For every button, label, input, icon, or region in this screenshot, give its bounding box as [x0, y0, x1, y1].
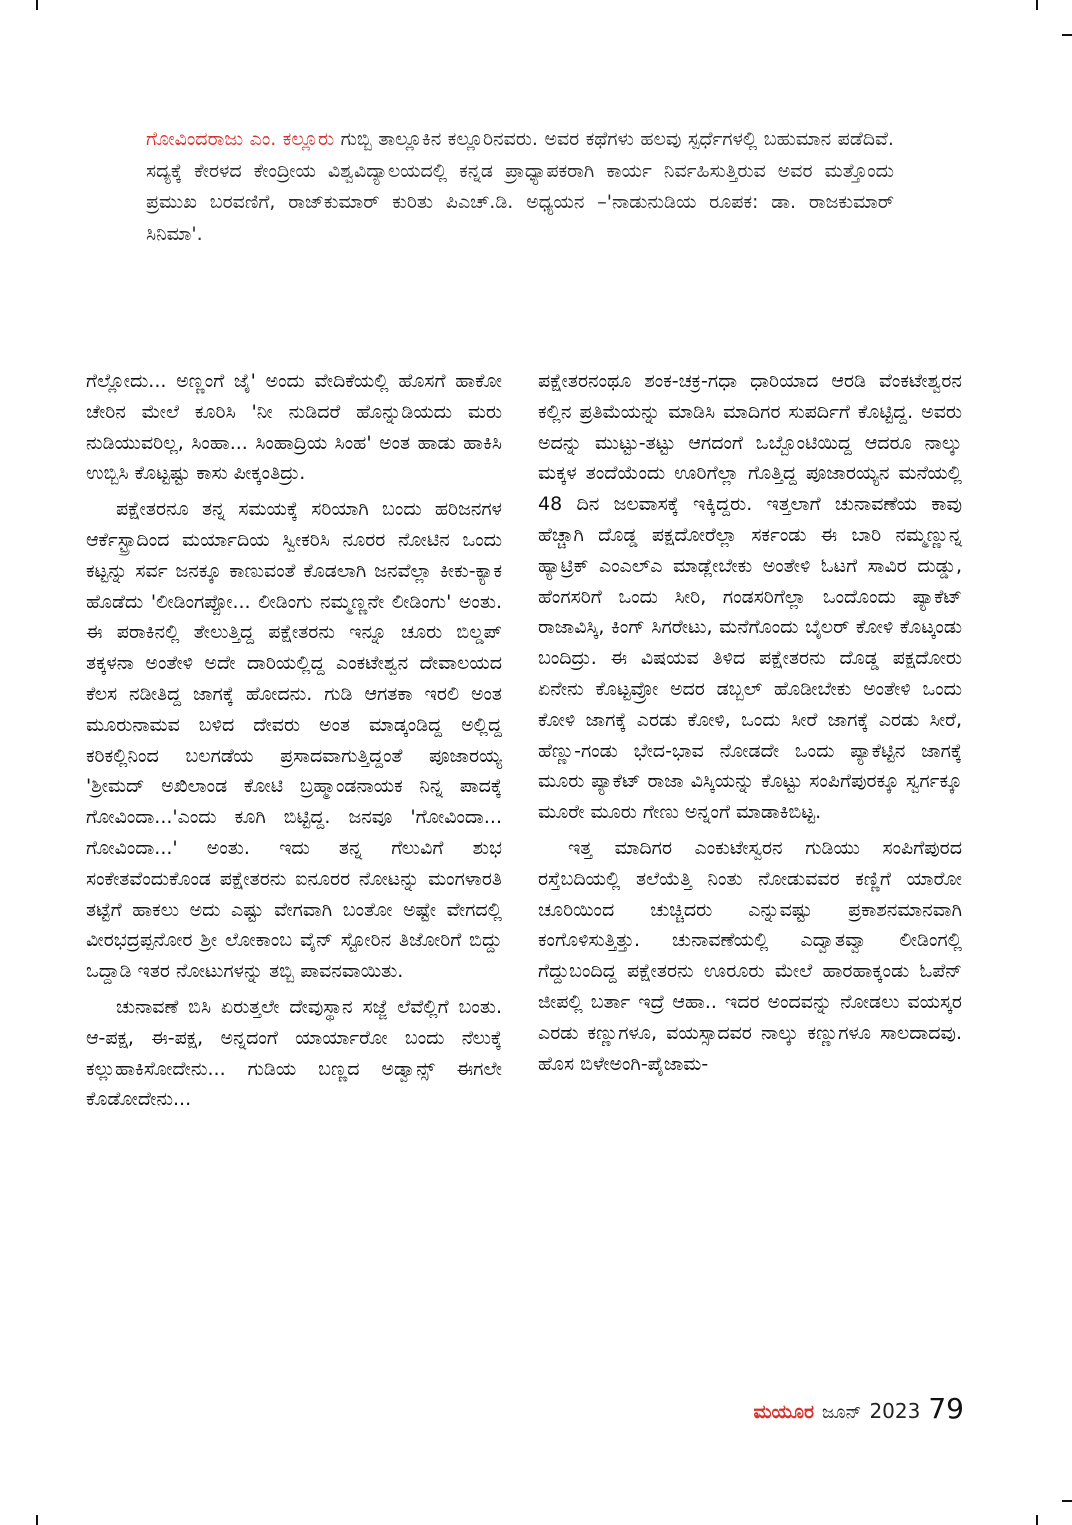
paragraph: ಪಕ್ಷೇತರನೂ ತನ್ನ ಸಮಯಕ್ಕೆ ಸರಿಯಾಗಿ ಬಂದು ಹರಿಜನಗಳ ಆರ್ಕೆಸ್ಟ್ರಾದಿಂದ ಮರ್ಯಾದಿಯ ಸ್ವೀಕರಿಸಿ ನೂರರ ನೋಟಿನ ಒಂದು ಕಟ್ಟನ್ನು ಸರ್ವ ಜನಕ್ಕೂ ಕಾಣುವಂತೆ ಕೊಡಲಾಗಿ ಜನವೆಲ್ಲಾ ಕೀಕು-ಕ್ಯಾಕ ಹೊಡೆದು 'ಲೀಡಿಂಗಪ್ಪೋ... ಲೀಡಿಂಗು ನಮ್ಮಣ್ಣನೇ ಲೀಡಿಂಗು' ಅಂತು. ಈ ಪರಾಕಿನಲ್ಲಿ ತೇಲುತ್ತಿದ್ದ ಪಕ್ಷೇತರನು ಇನ್ನೂ ಚೂರು ಬಿಲ್ಡಪ್ ತಕ್ಕಳನಾ ಅಂತೇಳಿ ಅದೇ ದಾರಿಯಲ್ಲಿದ್ದ ಎಂಕಟೇಶ್ವನ ದೇವಾಲಯದ ಕೆಲಸ ನಡೀತಿದ್ದ ಜಾಗಕ್ಕೆ ಹೋದನು. ಗುಡಿ ಆಗತಕಾ ಇರಲಿ ಅಂತ ಮೂರುನಾಮವ ಬಳಿದ ದೇವರು ಅಂತ ಮಾಡ್ಕಂಡಿದ್ದ ಅಲ್ಲಿದ್ದ ಕರಿಕಲ್ಲಿನಿಂದ ಬಲಗಡೆಯ ಪ್ರಸಾದವಾಗುತ್ತಿದ್ದಂತೆ ಪೂಜಾರಯ್ಯ 'ಶ್ರೀಮದ್ ಅಖಿಲಾಂಡ ಕೋಟಿ ಬ್ರಹ್ಮಾಂಡನಾಯಕ ನಿನ್ನ ಪಾದಕ್ಕೆ ಗೋವಿಂದಾ...'ಎಂದು ಕೂಗಿ ಬಿಟ್ಟಿದ್ದ. ಜನವೂ 'ಗೋವಿಂದಾ... ಗೋವಿಂದಾ...' ಅಂತು. ಇದು ತನ್ನ ಗೆಲುವಿಗೆ ಶುಭ ಸಂಕೇತವೆಂದುಕೊಂಡ ಪಕ್ಷೇತರನು ಐನೂರರ ನೋಟನ್ನು ಮಂಗಳಾರತಿ ತಟ್ಟೆಗೆ ಹಾಕಲು ಅದು ಎಷ್ಟು ವೇಗವಾಗಿ ಬಂತೋ ಅಷ್ಟೇ ವೇಗದಲ್ಲಿ ವೀರಭದ್ರಪ್ಪನೋರ ಶ್ರೀ ಲೋಕಾಂಬ ವೈನ್ ಸ್ಟೋರಿನ ತಿಜೋರಿಗೆ ಬಿದ್ದು ಒದ್ದಾಡಿ ಇತರ ನೋಟುಗಳನ್ನು ತಬ್ಬಿ ಪಾವನವಾಯಿತು. — [86, 498, 502, 983]
paragraph: ಗೆಲ್ಲೋದು... ಅಣ್ಣಂಗೆ ಜೈ' ಅಂದು ವೇದಿಕೆಯಲ್ಲಿ ಹೊಸಗೆ ಹಾಕೋ ಚೇರಿನ ಮೇಲೆ ಕೂರಿಸಿ 'ನೀ ನುಡಿದರೆ ಹೊನ್ನುಡಿಯದು ಮರು ನುಡಿಯುವರಿಲ್ಲ, ಸಿಂಹಾ... ಸಿಂಹಾದ್ರಿಯ ಸಿಂಹ' ಅಂತ ಹಾಡು ಹಾಕಿಸಿ ಉಬ್ಬಿಸಿ ಕೊಟ್ಟಷ್ಟು ಕಾಸು ಪೀಕ್ಕಂತಿದ್ರು. — [86, 370, 502, 485]
author-bio-text: ಗುಬ್ಬಿ ತಾಲ್ಲೂಕಿನ ಕಲ್ಲೂರಿನವರು. ಅವರ ಕಥೆಗಳು ಹಲವು ಸ್ಪರ್ಧೆಗಳಲ್ಲಿ ಬಹುಮಾನ ಪಡೆದಿವೆ. ಸದ್ಯಕ್ಕೆ ಕೇರಳದ ಕೇಂದ್ರೀಯ ವಿಶ್ವವಿದ್ಯಾಲಯದಲ್ಲಿ ಕನ್ನಡ ಪ್ರಾಧ್ಯಾಪಕರಾಗಿ ಕಾರ್ಯ ನಿರ್ವಹಿಸುತ್ತಿರುವ ಅವರ ಮತ್ತೊಂದು ಪ್ರಮುಖ ಬರವಣಿಗೆ, ರಾಜ್‌ಕುಮಾರ್ ಕುರಿತು ಪಿಎಚ್.ಡಿ. ಅಧ್ಯಯನ –'ನಾಡುನುಡಿಯ ರೂಪಕ: ಡಾ. ರಾಜಕುಮಾರ್ ಸಿನಿಮಾ'. — [146, 128, 894, 245]
crop-mark-right-upper — [1062, 34, 1072, 36]
crop-mark-top-left — [36, 0, 38, 10]
crop-mark-bottom-left — [36, 1515, 38, 1525]
article-column-left — [86, 366, 502, 1120]
page-footer — [753, 1392, 964, 1425]
author-bio — [146, 124, 894, 250]
article-column-right — [538, 366, 962, 1084]
author-name: ಗೋವಿಂದರಾಜು ಎಂ. ಕಲ್ಲೂರು — [146, 128, 335, 150]
paragraph: ಚುನಾವಣೆ ಬಿಸಿ ಏರುತ್ತಲೇ ದೇವುಸ್ಥಾನ ಸಜ್ಜೆ ಲೆವೆಲ್ಲಿಗೆ ಬಂತು. ಆ-ಪಕ್ಷ, ಈ-ಪಕ್ಷ, ಅನ್ನದಂಗೆ ಯಾರ್ಯಾರೋ ಬಂದು ನೆಲುಕ್ಕೆ ಕಲ್ಲುಹಾಕಿಸೋದೇನು... ಗುಡಿಯ ಬಣ್ಣದ ಅಡ್ವಾನ್ಸ್ ಈಗಲೇ ಕೊಡೋದೇನು... — [86, 995, 502, 1111]
crop-mark-top-right — [1036, 0, 1038, 10]
paragraph: ಪಕ್ಷೇತರನಂಥೂ ಶಂಕ-ಚಕ್ರ-ಗಧಾ ಧಾರಿಯಾದ ಆರಡಿ ವೆಂಕಟೇಶ್ವರನ ಕಲ್ಲಿನ ಪ್ರತಿಮೆಯನ್ನು ಮಾಡಿಸಿ ಮಾದಿಗರ ಸುಪರ್ದಿಗೆ ಕೊಟ್ಟಿದ್ದ. ಅವರು ಅದನ್ನು ಮುಟ್ಟು-ತಟ್ಟು ಆಗದಂಗೆ ಒಬ್ಬೊಂಟಿಯಿದ್ದ ಆದರೂ ನಾಲ್ಕು ಮಕ್ಕಳ ತಂದೆಯೆಂದು ಊರಿಗೆಲ್ಲಾ ಗೊತ್ತಿದ್ದ ಪೂಜಾರಯ್ಯನ ಮನೆಯಲ್ಲಿ 48 ದಿನ ಜಲವಾಸಕ್ಕೆ ಇಕ್ಕಿದ್ದರು. ಇತ್ತಲಾಗೆ ಚುನಾವಣೆಯ ಕಾವು ಹೆಚ್ಚಾಗಿ ದೊಡ್ಡ ಪಕ್ಷದೋರೆಲ್ಲಾ ಸರ್ಕಂಡು ಈ ಬಾರಿ ನಮ್ಮಣ್ಣುನ್ನ ಹ್ಯಾಟ್ರಿಕ್ ಎಂಎಲ್ಎ ಮಾಡ್ಲೇಬೇಕು ಅಂತೇಳಿ ಓಟಗೆ ಸಾವಿರ ದುಡ್ಡು, ಹೆಂಗಸರಿಗೆ ಒಂದು ಸೀರಿ, ಗಂಡಸರಿಗೆಲ್ಲಾ ಒಂದೊಂದು ಪ್ಯಾಕೆಟ್ ರಾಜಾವಿಸ್ಕಿ, ಕಿಂಗ್ ಸಿಗರೇಟು, ಮನೆಗೊಂದು ಬೈಲರ್ ಕೋಳಿ ಕೊಟ್ಕಂಡು ಬಂದಿದ್ರು. ಈ ವಿಷಯವ ತಿಳಿದ ಪಕ್ಷೇತರನು ದೊಡ್ಡ ಪಕ್ಷದೋರು ಏನೇನು ಕೊಟ್ಟವ್ರೋ ಅದರ ಡಬ್ಬಲ್ ಹೊಡೀಬೇಕು ಅಂತೇಳಿ ಒಂದು ಕೋಳಿ ಜಾಗಕ್ಕೆ ಎರಡು ಕೋಳಿ, ಒಂದು ಸೀರೆ ಜಾಗಕ್ಕೆ ಎರಡು ಸೀರೆ, ಹೆಣ್ಣು-ಗಂಡು ಭೇದ-ಭಾವ ನೋಡದೇ ಒಂದು ಪ್ಯಾಕೆಟ್ಟಿನ ಜಾಗಕ್ಕೆ ಮೂರು ಪ್ಯಾಕೆಟ್ ರಾಜಾ ವಿಸ್ಕಿಯನ್ನು ಕೊಟ್ಟು ಸಂಪಿಗೆಪುರಕ್ಕೂ ಸ್ವರ್ಗಕ್ಕೂ ಮೂರೇ ಮೂರು ಗೇಣು ಅನ್ನಂಗೆ ಮಾಡಾಕಿಬಿಟ್ಟ. — [538, 370, 962, 824]
issue-month: ಜೂನ್ — [822, 1402, 862, 1423]
magazine-logo: ಮಯೂರ — [753, 1401, 815, 1423]
page-number: 79 — [928, 1392, 964, 1425]
paragraph: ಇತ್ತ ಮಾದಿಗರ ಎಂಕುಟೇಸ್ವರನ ಗುಡಿಯು ಸಂಪಿಗೆಪುರದ ರಸ್ತೆಬದಿಯಲ್ಲಿ ತಲೆಯೆತ್ತಿ ನಿಂತು ನೋಡುವವರ ಕಣ್ಣಿಗೆ ಯಾರೋ ಚೂರಿಯಿಂದ ಚುಚ್ಚಿದರು ಎನ್ನುವಷ್ಟು ಪ್ರಕಾಶನಮಾನವಾಗಿ ಕಂಗೊಳಿಸುತ್ತಿತ್ತು. ಚುನಾವಣೆಯಲ್ಲಿ ಎದ್ವಾತವ್ವಾ ಲೀಡಿಂಗಲ್ಲಿ ಗೆದ್ದುಬಂದಿದ್ದ ಪಕ್ಷೇತರನು ಊರೂರು ಮೇಲೆ ಹಾರಹಾಕ್ಕಂಡು ಓಪೆನ್ ಜೀಪಲ್ಲಿ ಬರ್ತಾ ಇದ್ರೆ ಆಹಾ.. ಇದರ ಅಂದವನ್ನು ನೋಡಲು ವಯಸ್ಕರ ಎರಡು ಕಣ್ಣುಗಳೂ, ವಯಸ್ಸಾದವರ ನಾಲ್ಕು ಕಣ್ಣುಗಳೂ ಸಾಲದಾದವು. ಹೊಸ ಬಿಳೇಅಂಗಿ-ಪೈಜಾಮ- — [538, 836, 962, 1075]
crop-mark-bottom-right — [1036, 1515, 1038, 1525]
issue-year: 2023 — [869, 1399, 921, 1423]
crop-mark-right-lower — [1062, 1500, 1072, 1502]
